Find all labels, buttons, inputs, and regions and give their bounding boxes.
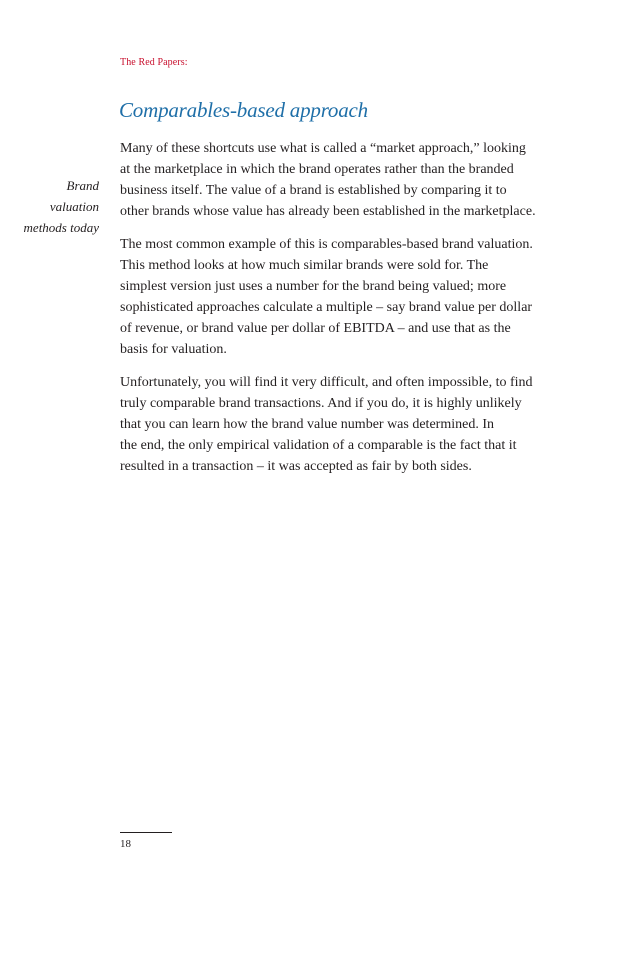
text-line: basis for valuation. (120, 342, 227, 357)
text-line: resulted in a transaction – it was accepted as fair by both sides. (120, 459, 472, 474)
margin-note-line: Brand (66, 178, 99, 193)
paragraph-3 (120, 372, 572, 477)
running-head: The Red Papers: (120, 57, 188, 68)
text-line: business itself. The value of a brand is established by comparing it to (120, 183, 507, 198)
text-line: Unfortunately, you will find it very difficult, and often impossible, to find (120, 375, 533, 390)
text-line: This method looks at how much similar brands were sold for. The (120, 258, 489, 273)
text-line: of revenue, or brand value per dollar of EBITDA – and use that as the (120, 321, 511, 336)
section-title: Comparables-based approach (119, 98, 368, 122)
text-line: sophisticated approaches calculate a multiple – say brand value per dollar (120, 300, 533, 315)
text-line: truly comparable brand transactions. And if you do, it is highly unlikely (120, 396, 522, 411)
text-line: that you can learn how the brand value number was determined. In (120, 417, 494, 432)
text-line: The most common example of this is comparables-based brand valuation. (120, 237, 533, 252)
margin-note (20, 175, 99, 238)
text-line: at the marketplace in which the brand operates rather than the branded (120, 162, 514, 177)
margin-note-line: methods today (23, 220, 99, 235)
paragraph-1 (120, 138, 572, 222)
text-line: other brands whose value has already been established in the marketplace. (120, 204, 536, 219)
footer-rule (120, 832, 172, 833)
text-line: Many of these shortcuts use what is called a “market approach,” looking (120, 141, 526, 156)
margin-note-line: valuation (49, 199, 99, 214)
body-text (120, 138, 572, 489)
paragraph-2 (120, 234, 572, 360)
text-line: the end, the only empirical validation of a comparable is the fact that it (120, 438, 517, 453)
page-number: 18 (120, 838, 131, 850)
text-line: simplest version just uses a number for the brand being valued; more (120, 279, 507, 294)
